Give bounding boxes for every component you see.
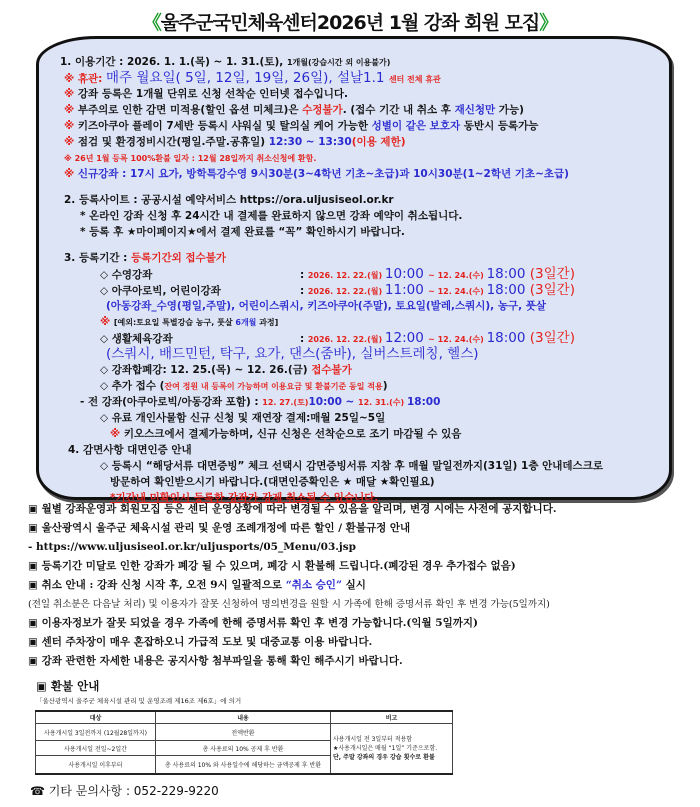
text-segment: 과정] [256,318,279,327]
text-segment: 잔여 정원 내 등록이 가능하며 이용요금 및 환불기준 동일 적용 [164,382,383,391]
text-segment: ◇ 생활체육강좌 [100,333,173,345]
remark-line: 단, 주말 강좌의 경우 강습 횟수로 환불 [333,753,435,761]
text-segment: 2026. 12. 22.(월) [307,287,385,296]
note-line [28,614,693,633]
remark-line: ★사용개시일은 매월 “1일” 기준으로함. [333,744,438,752]
notice-line [60,378,660,394]
text-segment: * 온라인 강좌 신청 후 24시간 내 결제를 완료하지 않으면 강좌 예약이 취소됩니다. [80,210,463,222]
text-segment: * 등록 후 ★마이페이지★에서 결제 완료를 “꼭” 확인하시기 바랍니다. [80,226,405,238]
text-segment: 11:00 [384,282,429,298]
text-segment: 6개월 [235,318,257,327]
text-segment: 18:00 [486,266,530,282]
text-segment: “취소 승인” [285,579,342,591]
text-segment: ※ [64,136,78,148]
notice-line [60,240,660,250]
notice-line [60,458,660,474]
text-segment: 성별이 같은 보호자 [371,120,461,132]
text-segment: : [300,333,308,345]
text-segment: ◇ 추가 접수 ( [100,380,165,392]
text-segment: 휴관: [77,73,107,85]
table-header-row [36,711,453,724]
text-segment: (전일 취소분은 다음날 처리) 및 이용자가 잘못 신청하여 명의변경을 원할 시 가족에 한해 증명서류 확인 후 변경 가능(5일까지) [28,599,550,610]
text-segment: ▣ 등록기간 미달로 인한 강좌가 폐강 될 수 있으며, 폐강 시 환불해 드립니다.(폐강된 경우 추가접수 없음) [28,560,516,572]
text-segment: ▣ 취소 안내 : 강좌 신청 시작 후, 오전 9시 일괄적으로 [28,579,286,591]
notice-line [60,118,660,134]
note-line [28,576,693,595]
notice-line [60,54,660,70]
text-segment: ※ [64,168,78,180]
header-remark: 비고 [331,711,453,724]
cell-target: 사용개시일 3일전까지 (12월28일까지) [36,724,156,741]
refund-caption: 「울산광역시 울주군 체육시설 관리 및 운영조례 제16조 제6호」에 의거 [36,697,242,705]
text-segment: 12. 27.(토) [262,398,309,407]
notice-line [60,282,660,298]
text-segment: : [300,285,308,297]
title-bracket-open: 《 [142,12,161,34]
text-segment: ▣ 이용자정보가 잘못 되었을 경우 가족에 한해 증명서류 확인 후 변경 가능합니다.(익월 5일까지) [28,617,478,629]
note-line [28,652,693,671]
table-row [36,724,453,741]
notice-line [60,410,660,426]
text-segment: ▣ 월별 강좌운영과 회원모집 등은 센터 운영상황에 따라 변경될 수 있음을 알리며, 변경 시에는 사전에 공지합니다. [28,503,557,515]
text-segment: 1개월(강습시간 외 이용불가) [286,58,391,67]
text-segment: - 전 강좌(아쿠아로빅/아동강좌 포함) : [80,396,263,408]
text-segment: : [300,269,308,281]
text-segment: ※ [64,120,78,132]
notice-line [60,314,660,330]
notice-line [60,426,660,442]
note-line [28,595,693,614]
text-segment: 수정불가 [302,104,343,116]
text-segment: 부주의로 인한 감면 미적용(할인 옵션 미체크)은 [77,104,303,116]
notice-line [60,70,660,86]
text-segment: 10:00 ~ [308,396,358,408]
text-segment: ※ [64,88,78,100]
text-segment: ※ [100,316,114,328]
text-segment: - https://www.uljusiseol.or.kr/uljusports/05_Menu/03.jsp [28,541,356,553]
notice-line [60,86,660,102]
text-segment: 2026. 12. 22.(월) [307,271,385,280]
refund-heading: ▣ 환불 안내 [36,679,100,693]
text-segment: ◇ 등록시 “해당서류 대면증빙” 체크 선택시 감면증빙서류 지참 후 매월 말일전까지(31일) 1층 안내데스크로 [100,460,603,472]
cell-target: 사용개시일 전일~2일간 [36,741,156,756]
text-segment: 매주 월요일( 5일, 12일, 19일, 26일), 설날1.1 [106,70,389,86]
text-segment: 12:30 ~ 13:30 [268,136,352,148]
contact-phone: ☎ 기타 문의사항 : 052-229-9220 [30,784,219,798]
notice-line [60,250,660,266]
notice-line [60,134,660,150]
text-segment: 센터 전체 휴관 [388,75,441,84]
text-segment: ◇ 유료 개인사물함 신규 신청 및 재연장 결제:매월 25일~5일 [100,412,386,424]
notice-box-content [60,54,660,506]
text-segment: 1. 이용기간 : 2026. 1. 1.(목) ~ 1. 31.(토), [60,56,287,68]
text-segment: 방문하여 확인받으시기 바랍니다.(대면인증확인은 ★ 매달 ★확인필요) [110,476,435,488]
text-segment: 접수불가 [311,364,352,376]
notice-line [60,224,660,240]
text-segment: 12:00 [384,330,429,346]
text-segment: ~ 12. 24.(수) [428,271,487,280]
text-segment: 2026. 12. 22.(월) [307,335,385,344]
cell-content: 총 사용료의 10% 공제 후 반환 [156,741,331,756]
text-segment: [예외:토요일 특별강습 농구, 풋살 [113,318,236,327]
notice-line [60,166,660,182]
notice-line [60,208,660,224]
text-segment: 키즈아쿠아 플레이 7세반 등록시 샤워실 및 탈의실 케어 가능한 [77,120,372,132]
notice-line [60,394,660,410]
text-segment: 키오스크에서 결제가능하며, 신규 신청은 선착순으로 조기 마감될 수 있음 [123,428,462,440]
text-segment: 12. 31.(수) [358,398,407,407]
text-segment: 18:00 [486,282,530,298]
text-segment: 실시 [342,579,366,591]
text-segment: ◇ 수영강좌 [100,269,153,281]
notice-line [60,182,660,192]
note-line [28,538,693,557]
text-segment: 10:00 [384,266,429,282]
text-segment: 등록기간외 접수불가 [131,252,226,264]
note-line [28,557,693,576]
text-segment: 18:00 [486,330,530,346]
text-segment: 동반시 등록가능 [460,120,539,132]
text-segment: ◇ 아쿠아로빅, 어린이강좌 [100,285,221,297]
text-segment: ▣ 센터 주차장이 매우 혼잡하오니 가급적 도보 및 대중교통 이용 바랍니다. [28,636,373,648]
text-segment: 2. 등록사이트 : 공공시설 예약서비스 https://ora.uljusiseol.or.kr [64,194,394,206]
text-segment: (스쿼시, 배드민턴, 탁구, 요가, 댄스(줌바), 실버스트레칭, 헬스) [106,346,479,362]
cell-content: 전액반환 [156,724,331,741]
additional-notes [28,500,693,671]
text-segment: ※ 26년 1월 등록 100%환불 일자 : 12월 28일까지 취소신청에 환함. [64,154,317,163]
text-segment: ※ [64,73,78,85]
text-segment: (3일간) [529,330,575,346]
header-content: 내용 [156,711,331,724]
text-segment: (아동강좌_수영(평일,주말), 어린이스쿼시, 키즈아쿠아(주말), 토요일(발레,스쿼시), 농구, 풋살 [106,300,547,312]
text-segment: 재신청만 [454,104,496,116]
notice-line [60,442,660,458]
notice-line [60,192,660,208]
text-segment: (3일간) [529,266,575,282]
text-segment: 강좌 등록은 1개월 단위로 신청 선착순 인터넷 접수입니다. [77,88,349,100]
cell-content: 총 사용료의 10% 와 사용일수에 해당하는 금액공제 후 반환 [156,756,331,774]
note-line [28,633,693,652]
text-segment: 신규강좌 : 17시 요가, 방학특강수영 9시30분(3~4학년 기초~초급)과 10시30분(1~2학년 기초~초급) [77,168,569,180]
title-bracket-close: 》 [539,12,558,34]
text-segment: ~ 12. 24.(수) [428,287,487,296]
text-segment: ) [382,380,388,392]
text-segment: *기간내 미확인시 등록한 강좌가 강제 취소될 수 있습니다. [110,492,379,504]
title-text: 울주군국민체육센터2026년 1월 강좌 회원 모집 [160,12,540,34]
notice-line [60,150,660,166]
cell-remark [331,724,453,774]
text-segment: ※ [110,428,124,440]
notice-line [60,102,660,118]
header-target: 대상 [36,711,156,724]
text-segment: 3. 등록기간 : [64,252,132,264]
text-segment: ~ 12. 24.(수) [428,335,487,344]
page-title [0,8,700,35]
text-segment: ※ [64,104,78,116]
refund-table [35,710,453,775]
text-segment: 4. 감면사항 대면인증 안내 [68,444,192,456]
notice-line [60,266,660,282]
text-segment: 가능) [495,104,524,116]
text-segment: 점검 및 환경정비시간(평일.주말.공휴일) [77,136,269,148]
notice-line [60,330,660,346]
notice-line [60,298,660,314]
cell-target: 사용개시일 이후부터 [36,756,156,774]
text-segment: ◇ 강좌합폐강: 12. 25.(목) ~ 12. 26.(금) [100,364,312,376]
notice-line [60,346,660,362]
text-segment: ▣ 울산광역시 울주군 체육시설 관리 및 운영 조례개정에 따른 할인 / 환불규정 안내 [28,522,411,534]
text-segment: (이용 제한) [351,136,406,148]
note-line [28,500,693,519]
note-line [28,519,693,538]
text-segment: . (접수 기간 내 취소 후 [342,104,455,116]
notice-line [60,474,660,490]
text-segment: (3일간) [529,282,575,298]
remark-line: 사용개시일 전 3일부터 적용함 [333,735,413,743]
text-segment: ▣ 강좌 관련한 자세한 내용은 공지사항 첨부파일을 통해 확인 해주시기 바랍니다. [28,655,403,667]
text-segment: 18:00 [406,396,441,408]
notice-line [60,362,660,378]
